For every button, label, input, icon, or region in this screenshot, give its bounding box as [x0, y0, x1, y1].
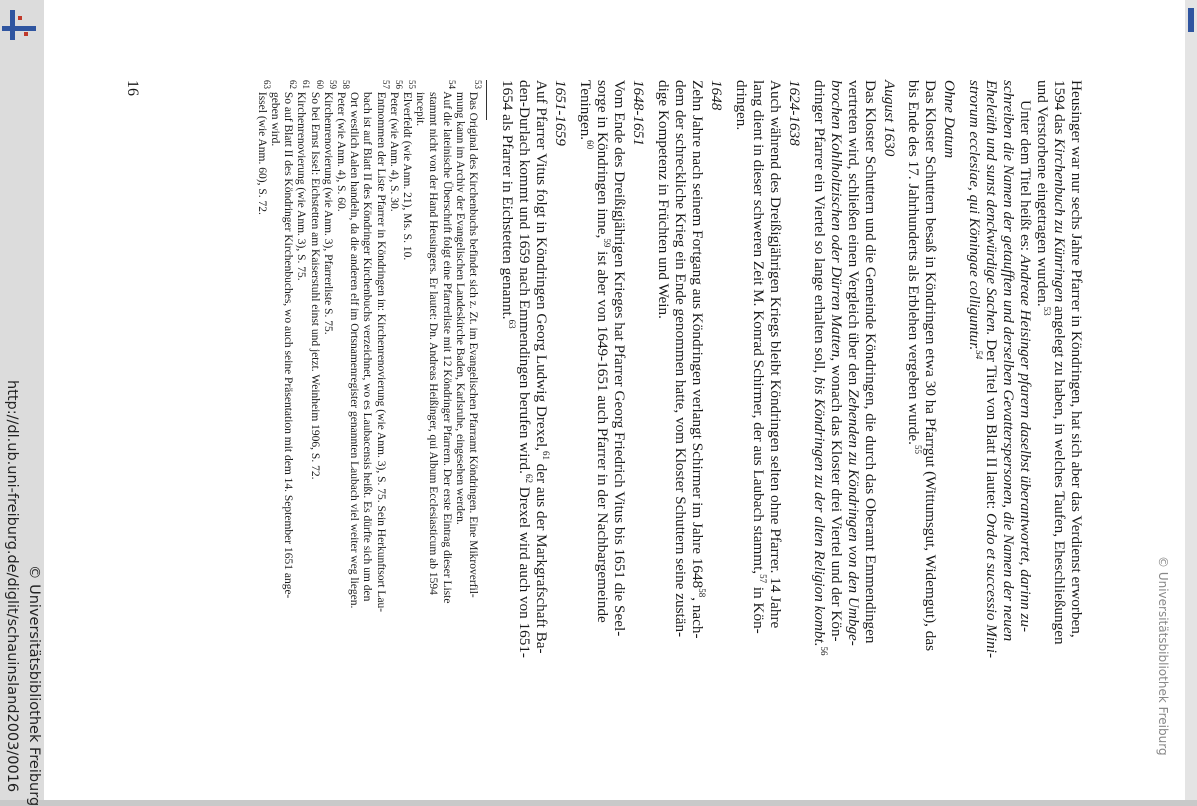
body-line: sorge in Köndringen inne,$^{59}$ ist aber von 1649-1651 auch Pfarrer in der Nachbargemeinde: [594, 80, 613, 623]
section-heading: August 1630: [881, 80, 898, 157]
body-line: dringer Pfarrer ein Viertel so lange erhalten soll, bis Köndringen zu der alten Religion kombt.$^{56}$: [811, 80, 830, 656]
body-line: strorum ecclesiae, qui Köningae colliguntur.$^{54}$: [966, 80, 985, 360]
library-logo-small-icon: [1188, 8, 1194, 32]
footnote-line: $^{53}$ Das Original des Kirchenbuchs befindet sich z. Zt. im Evangelischen Pfarramt Köndringen. Eine Mikroverfil-: [467, 80, 483, 598]
body-line: Eheleüth und sunst denckwürdige Sachen. Der Titel von Blatt II lautet: Ordo et successio Mini-: [983, 80, 1000, 659]
viewer-right-margin: [1185, 0, 1197, 800]
footnote-line: Ort westlich Aalen handeln, da die anderen elf im Ortsnamenregister genannten Laubach viel weiter weg liegen.: [348, 92, 361, 609]
footnote-rule: [486, 80, 487, 120]
body-line: Teningen.$^{60}$: [577, 80, 596, 150]
footnote-line: $^{55}$ Elverfeldt (wie Anm. 21), Ms. S. 10.: [401, 80, 417, 261]
footnote-line: $^{54}$ Auf die lateinische Überschrift folgt eine Pfarrerliste mit 12 Köndringer Pfarrern. Der erste Eintrag dieser Liste: [440, 80, 457, 604]
body-line: bis Ende des 17. Jahrhunderts als Erblehen vergeben wurde.$^{55}$: [905, 80, 924, 454]
body-line: Vom Ende des Dreißigjährigen Krieges hat Pfarrer Georg Friedrich Vitus bis 1651 die Seel-: [611, 80, 628, 637]
body-line: Das Kloster Schuttern besaß in Köndringen etwa 30 ha Pfarrgut (Wittumsgut, Widemgut), das: [922, 80, 939, 652]
footnote-line: geben wird.: [269, 92, 281, 147]
body-line: dem der schreckliche Krieg ein Ende genommen hatte, vom Kloster Schuttern seine zustän-: [672, 80, 689, 638]
right-copyright-watermark: © Universitätsbibliothek Freiburg: [1156, 556, 1170, 756]
body-line: Auch während des Dreißigjährigen Kriegs bleibt Köndringen selten ohne Pfarrer. 14 Jahre: [767, 80, 784, 629]
footnote-number: 56: [393, 80, 404, 89]
body-line: Auf Pfarrer Vitus folgt in Köndringen Georg Ludwig Drexel,$^{61}$ der aus der Markgrafschaft Ba-: [533, 80, 552, 654]
footnote-line: incepit.: [414, 92, 427, 127]
body-line: den-Durlach kommt und 1659 nach Emmendingen berufen wird.$^{62}$ Drexel wird auch von 1651-: [516, 80, 535, 658]
body-line: Heusinger war nur sechs Jahre Pfarrer in Köndringen, hat sich aber das Verdienst erworben,: [1068, 80, 1085, 638]
body-line: dringen.: [733, 80, 750, 131]
body-line: brochen Kohlholtzischen oder Dürren Matten, wonach das Kloster drei Viertel und der Kön-: [828, 80, 845, 642]
page-text-rotated: [85, 80, 1085, 780]
copyright-watermark: © Universitätsbibliothek Freiburg: [26, 565, 42, 806]
section-heading: Ohne Datum: [941, 80, 958, 159]
body-line: Das Kloster Schuttern und die Gemeinde Köndringen, die durch das Oberamt Emmendingen: [862, 80, 879, 644]
body-line: 1594 das Kirchenbuch zu Künringen angelegt zu haben, in welches Taufen, Eheschließungen: [1051, 80, 1068, 645]
body-line: dige Kompetenz in Früchten und Wein.: [655, 80, 672, 319]
footnote-line: $^{61}$ Kirchenrenovierung (wie Anm. 3), S. 75.: [295, 80, 312, 281]
footnote-line: $^{63}$ Issel (wie Anm. 60), S. 72.: [255, 80, 272, 215]
footnote-number: 57: [380, 80, 391, 89]
section-heading: 1651-1659: [552, 80, 569, 146]
footnote-line: $^{58}$ Peter (wie Anm. 4), S. 60.: [335, 80, 351, 212]
footnote-number: 54: [446, 80, 457, 89]
footnote-line: $^{57}$ Entnommen der Liste Pfarrer in Köndringen in: Kirchenrenovierung (wie Anm. 3), S. 75. Sein Herkunftsort Lau-: [374, 80, 391, 613]
body-line: schreiben die Namen der getaufften und derselben Gevatterspersonen, die Namen der neuen: [1000, 80, 1017, 642]
footnote-number: 61: [301, 80, 312, 89]
footnote-line: bach ist auf Blatt II des Köndringer Kirchenbuchs verzeichnet, wo es Laubacensis heißt. Es dürfte sich um den: [361, 92, 374, 602]
url-watermark-area: [0, 380, 42, 806]
footnote-number: 53: [472, 80, 483, 89]
footnote-number: 55: [406, 80, 417, 89]
section-heading: 1648-1651: [630, 80, 647, 146]
url-watermark: http://dl.ub.uni-freiburg.de/diglit/schauinsland2003/0016: [4, 380, 20, 793]
footnote-number: 63: [261, 80, 272, 89]
library-logo-icon: [2, 4, 38, 44]
body-line: und Verstorbene eingetragen wurden.$^{53}$: [1034, 80, 1053, 316]
footnote-line: $^{62}$ So auf Blatt II des Köndringer Kirchenbuches, wo auch seine Präsentation mit dem 14. September 1651 ange-: [282, 80, 299, 599]
page-number: 16: [124, 80, 141, 96]
footnote-line: $^{60}$ So bei Ernst Issel: Eichstetten am Kaiserstuhl einst und jetzt. Weinheim 1906, S. 72.: [308, 80, 325, 480]
body-line: lang dient in dieser schweren Zeit M. Konrad Schirmer, der aus Laubach stammt,$^{57}$ in Kön-: [750, 80, 769, 634]
footnote-line: $^{59}$ Kirchenrenovierung (wie Anm. 3), Pfarrerliste S. 75.: [321, 80, 338, 335]
body-line: 1654 als Pfarrer in Eichstetten genannt.$^{63}$: [499, 80, 518, 329]
footnote-number: 59: [327, 80, 338, 89]
footnote-number: 58: [340, 80, 351, 89]
body-line: vertreten wird, schließen einen Vergleich über den Zehenden zu Köndringen von den Umbge-: [845, 80, 862, 646]
section-heading: 1624-1638: [786, 80, 803, 146]
body-line: Zehn Jahre nach seinem Fortgang aus Köndringen verlangt Schirmer im Jahre 1648$^{58}$, nach-: [689, 80, 708, 639]
footnote-line: mung kann im Archiv der Evangelischen Landeskirche Baden, Karlsruhe, eingesehen werden.: [453, 92, 466, 525]
footnote-number: 60: [314, 80, 325, 89]
footnote-line: stammt nicht von der Hand Heusingers. Er lautet: Dn. Andreas Heißinger, qui Album Ecclesiasticum ab 1594: [427, 92, 440, 595]
footnote-line: $^{56}$ Peter (wie Anm. 4), S. 30.: [387, 80, 404, 212]
footnote-number: 62: [288, 80, 299, 89]
section-heading: 1648: [708, 80, 725, 111]
body-line: Unter dem Titel heißt es: Andreae Heisinger pfarern daselbst überantwortet, darinn zu-: [1017, 100, 1034, 633]
